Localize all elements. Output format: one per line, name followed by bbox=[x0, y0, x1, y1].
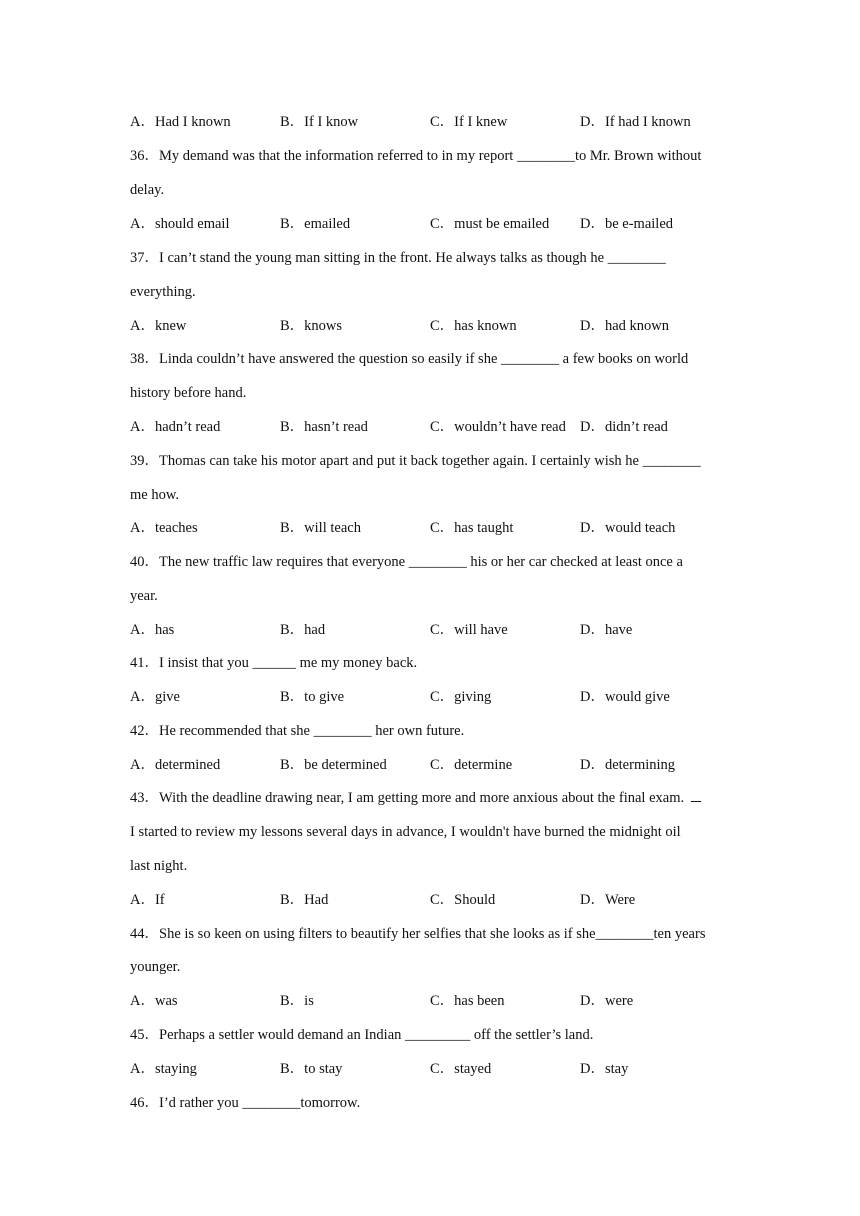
option-c: C．determine bbox=[430, 757, 513, 773]
option-b: B．hasn’t read bbox=[280, 419, 368, 435]
option-b: B．to give bbox=[280, 689, 345, 705]
option-c: C．has been bbox=[430, 993, 505, 1009]
option-b: B．to stay bbox=[280, 1061, 343, 1077]
option-b: B．emailed bbox=[280, 216, 351, 232]
question-40-text: 40．The new traffic law requires that everyone ________ his or her car checked at least once a bbox=[130, 554, 683, 570]
option-a: A．Had I known bbox=[130, 114, 231, 130]
question-36-text-cont: delay. bbox=[130, 182, 165, 198]
option-a: A．was bbox=[130, 993, 178, 1009]
question-43-sentence: 43．With the deadline drawing near, I am getting more and more anxious about the final exam. bbox=[130, 790, 685, 806]
option-c: C．Should bbox=[430, 892, 496, 908]
option-d: D．have bbox=[580, 622, 633, 638]
option-a: A．If bbox=[130, 892, 165, 908]
option-d: D．would teach bbox=[580, 520, 676, 536]
option-a: A．determined bbox=[130, 757, 221, 773]
question-41-text: 41．I insist that you ______ me my money back. bbox=[130, 655, 418, 671]
option-a: A．teaches bbox=[130, 520, 198, 536]
question-46-text: 46．I’d rather you ________tomorrow. bbox=[130, 1095, 361, 1111]
question-39-text: 39．Thomas can take his motor apart and put it back together again. I certainly wish he ________ bbox=[130, 453, 701, 469]
option-c: C．If I knew bbox=[430, 114, 508, 130]
option-b: B．If I know bbox=[280, 114, 359, 130]
option-b: B．is bbox=[280, 993, 314, 1009]
question-44-text: 44．She is so keen on using filters to beautify her selfies that she looks as if she________ten years bbox=[130, 926, 706, 942]
question-40-text-cont: year. bbox=[130, 588, 158, 604]
option-c: C．has taught bbox=[430, 520, 514, 536]
question-43-text-cont-2: last night. bbox=[130, 858, 188, 874]
option-c: C．stayed bbox=[430, 1061, 492, 1077]
option-d: D．determining bbox=[580, 757, 676, 773]
question-45-text: 45．Perhaps a settler would demand an Indian _________ off the settler’s land. bbox=[130, 1027, 594, 1043]
option-a: A．hadn’t read bbox=[130, 419, 221, 435]
question-43-text-cont: I started to review my lessons several days in advance, I wouldn't have burned the midnight oil bbox=[130, 824, 681, 840]
option-d: D．be e-mailed bbox=[580, 216, 674, 232]
answer-blank bbox=[691, 789, 701, 802]
option-a: A．should email bbox=[130, 216, 230, 232]
option-c: C．wouldn’t have read bbox=[430, 419, 566, 435]
question-37-text-cont: everything. bbox=[130, 284, 196, 300]
option-d: D．had known bbox=[580, 318, 670, 334]
option-c: C．giving bbox=[430, 689, 492, 705]
option-d: D．would give bbox=[580, 689, 670, 705]
question-44-text-cont: younger. bbox=[130, 959, 181, 975]
option-b: B．knows bbox=[280, 318, 343, 334]
option-a: A．knew bbox=[130, 318, 187, 334]
option-c: C．must be emailed bbox=[430, 216, 550, 232]
question-38-text-cont: history before hand. bbox=[130, 385, 247, 401]
question-37-text: 37．I can’t stand the young man sitting in the front. He always talks as though he ________ bbox=[130, 250, 666, 266]
option-b: B．Had bbox=[280, 892, 329, 908]
question-43-text bbox=[130, 788, 701, 808]
option-d: D．were bbox=[580, 993, 634, 1009]
option-c: C．will have bbox=[430, 622, 508, 638]
option-a: A．staying bbox=[130, 1061, 197, 1077]
option-d: D．If had I known bbox=[580, 114, 691, 130]
option-a: A．has bbox=[130, 622, 175, 638]
option-d: D．stay bbox=[580, 1061, 629, 1077]
option-b: B．will teach bbox=[280, 520, 361, 536]
question-36-text: 36．My demand was that the information referred to in my report ________to Mr. Brown without bbox=[130, 148, 702, 164]
option-a: A．give bbox=[130, 689, 180, 705]
option-b: B．had bbox=[280, 622, 326, 638]
option-b: B．be determined bbox=[280, 757, 387, 773]
option-d: D．Were bbox=[580, 892, 636, 908]
option-d: D．didn’t read bbox=[580, 419, 668, 435]
option-c: C．has known bbox=[430, 318, 517, 334]
question-38-text: 38．Linda couldn’t have answered the question so easily if she ________ a few books on world bbox=[130, 351, 689, 367]
question-42-text: 42．He recommended that she ________ her own future. bbox=[130, 723, 465, 739]
question-39-text-cont: me how. bbox=[130, 487, 179, 503]
